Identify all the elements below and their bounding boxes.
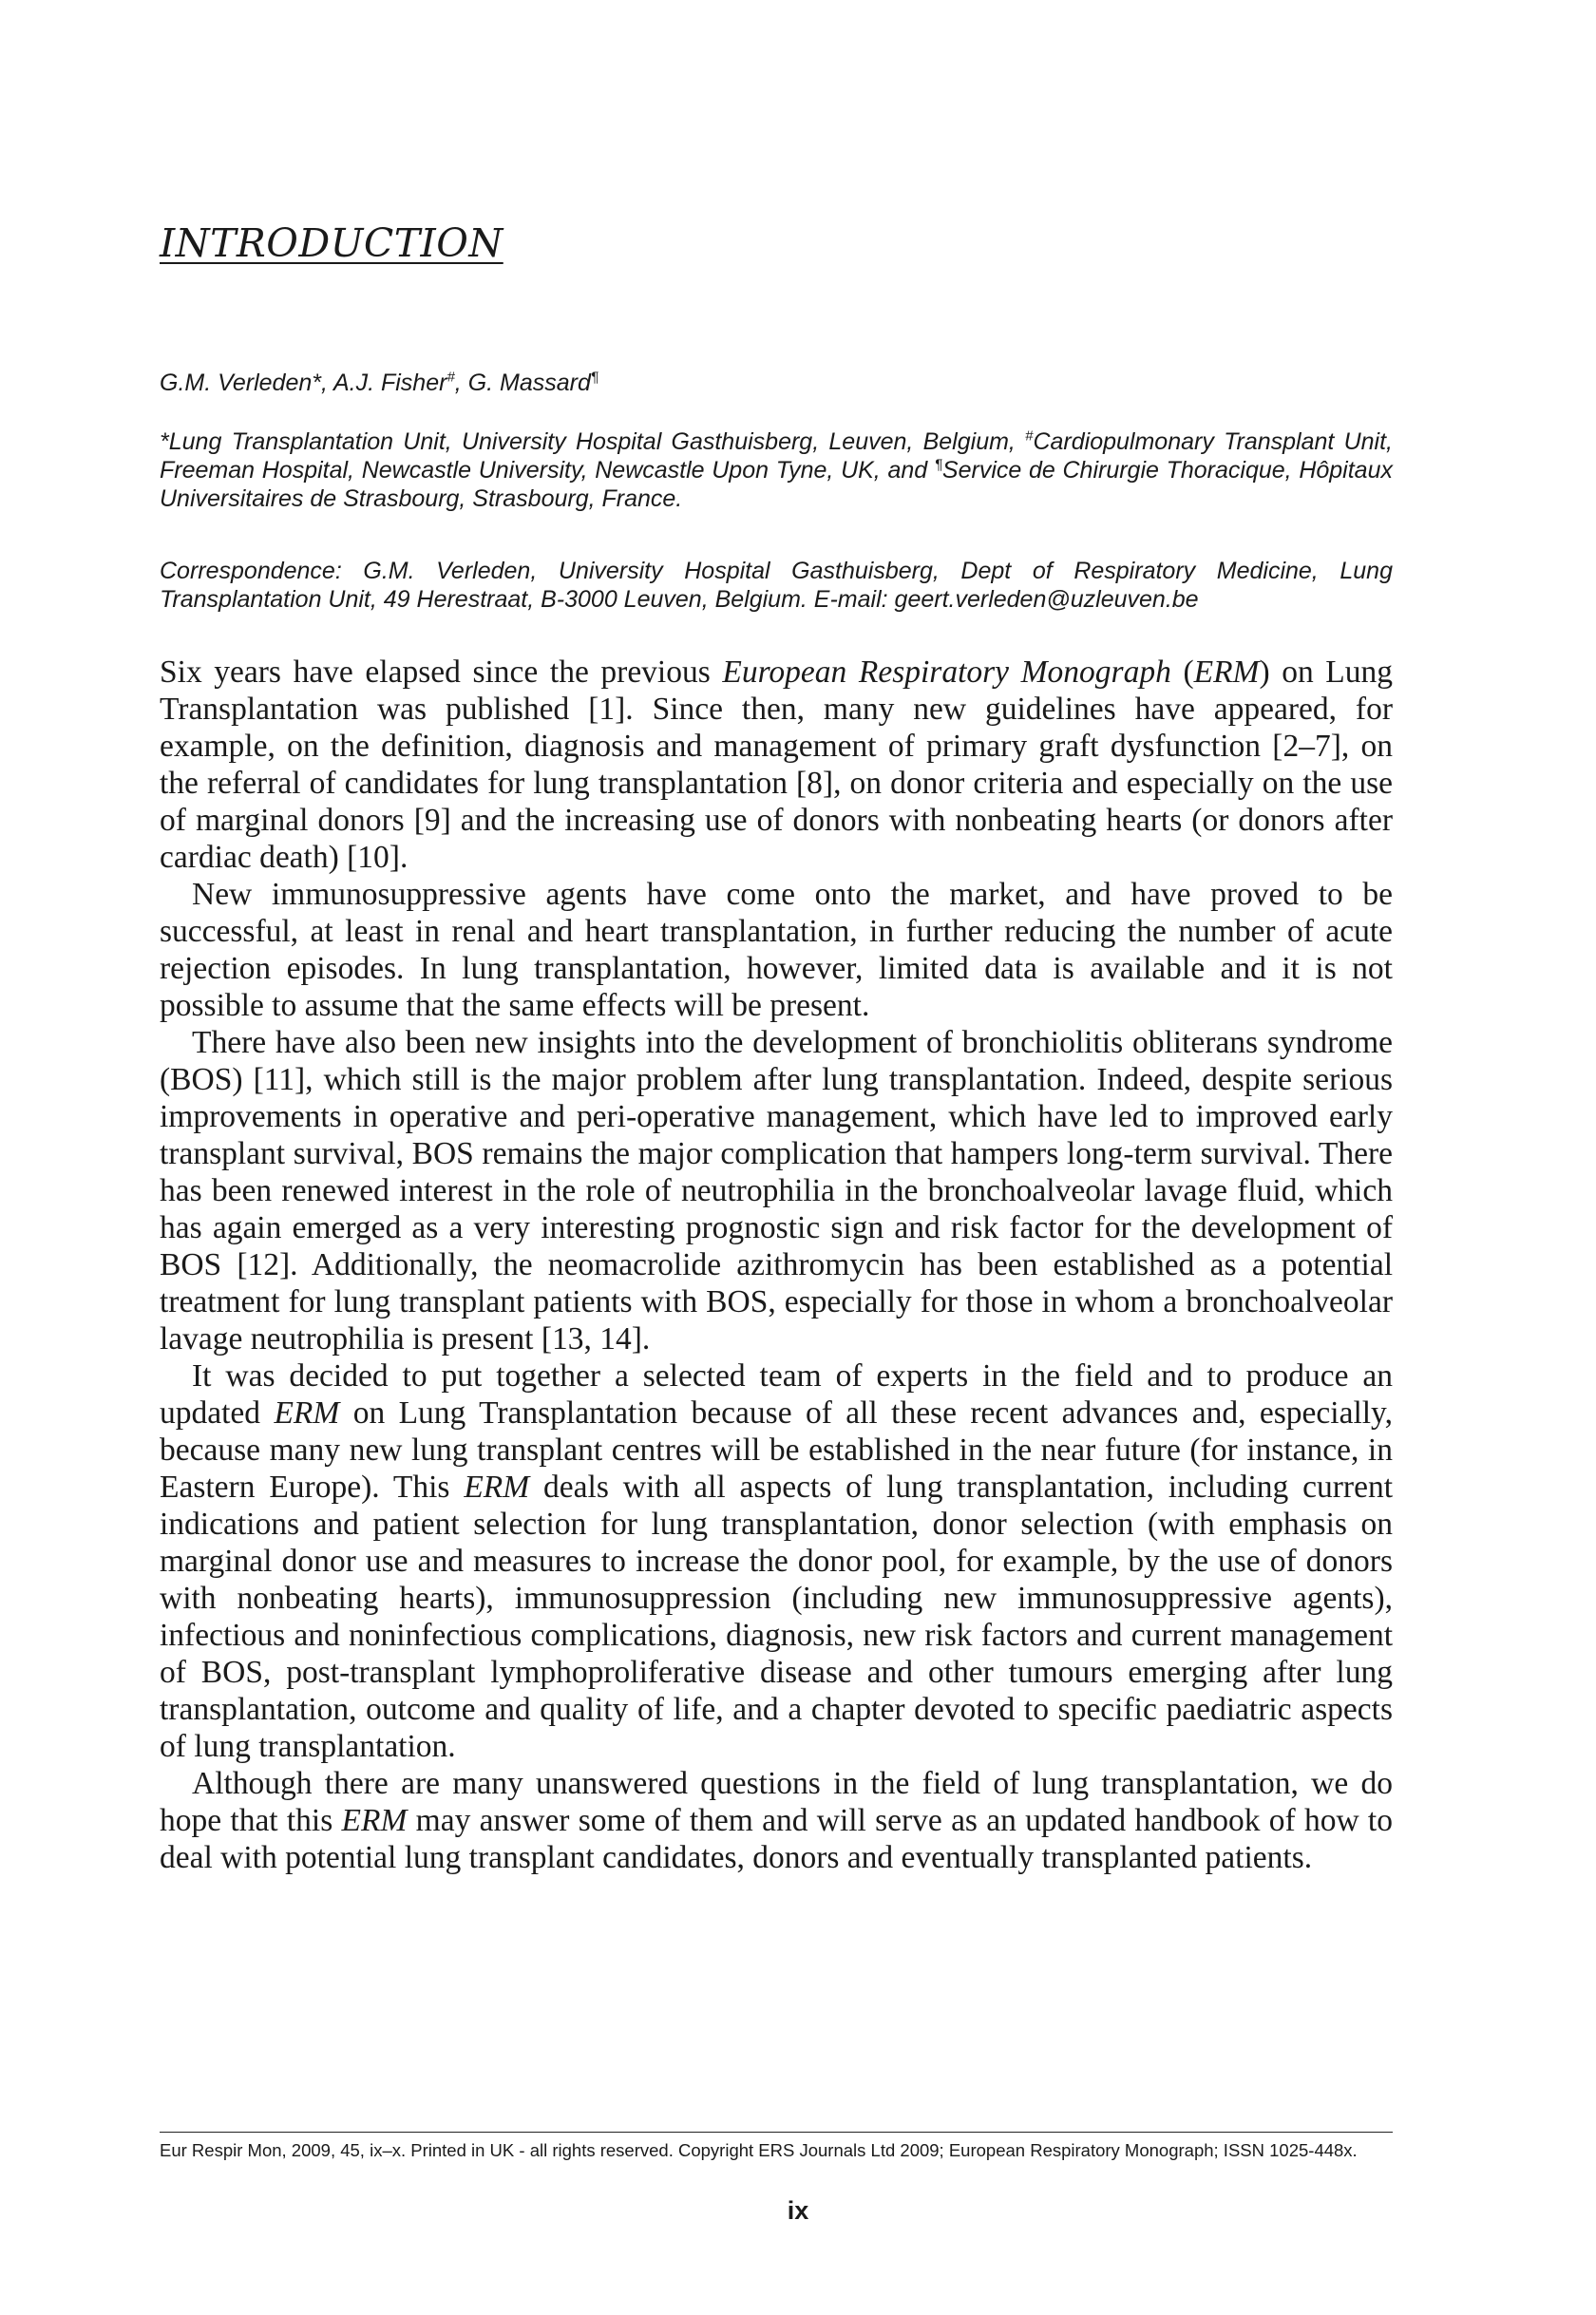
author-list: G.M. Verleden*, A.J. Fisher#, G. Massard¶ — [160, 369, 598, 396]
paragraph: There have also been new insights into the development of bronchiolitis obliterans syndrome (BOS) [11], which still is the major problem after lung transplantation. Indeed, despite serious improvements in operative and peri-operative management, which have led to improved early transplant survival, BOS remains the major complication that hampers long-term survival. There has been renewed interest in the role of neutrophilia in the bronchoalveolar lavage fluid, which has again emerged as a very interesting prognostic sign and risk factor for the development of BOS [12]. Additionally, the neomacrolide azithromycin has been established as a potential treatment for lung transplant patients with BOS, especially for those in whom a bronchoalveolar lavage neutrophilia is present [13, 14]. — [160, 1025, 1393, 1357]
affiliations — [160, 427, 1393, 513]
text-run: It was decided to put together a selected team of experts in the field and to produce an updated — [160, 1358, 1393, 1431]
text-run: ) on Lung Transplantation was published [1]. Since then, many new guidelines have appeared, for example, on the definition, diagnosis and management of primary graft dysfunction [2–7], on the referral of candidates for lung transplantation [8], on donor criteria and especially on the use of marginal donors [9] and the increasing use of donors with nonbeating hearts (or donors after cardiac death) [10]. — [160, 655, 1394, 875]
affiliation-text: Service de Chirurgie Thoracique, Hôpitaux Universitaires de Strasbourg, Strasbourg, France. — [160, 457, 1393, 512]
italic-run: European Respiratory Monograph — [722, 655, 1171, 690]
italic-run: ERM — [464, 1470, 530, 1505]
italic-run: ERM — [274, 1395, 340, 1431]
affiliation-text: Cardiopulmonary Transplant Unit, Freeman Hospital, Newcastle University, Newcastle Upon Tyne, UK, and — [160, 428, 1393, 484]
text-run: Although there are many unanswered questions in the field of lung transplantation, we do hope that this — [160, 1766, 1393, 1838]
affiliation-mark: * — [160, 428, 169, 455]
paragraph — [160, 1765, 1393, 1876]
affiliation-mark: # — [1025, 427, 1034, 445]
author-name: G.M. Verleden — [160, 370, 313, 396]
affiliation-mark: ¶ — [934, 456, 942, 473]
footer-divider — [160, 2132, 1393, 2133]
text-run: Six years have elapsed since the previous — [160, 655, 723, 690]
text-run: on Lung Transplantation because of all these recent advances and, especially, because many new lung transplant centres will be established in the near future (for instance, in Eastern Europe). This — [160, 1395, 1394, 1505]
paragraph: New immunosuppressive agents have come onto the market, and have proved to be successful, at least in renal and heart transplantation, in further reducing the number of acute rejection episodes. In lung transplantation, however, limited data is available and it is not possible to assume that the same effects will be present. — [160, 877, 1393, 1023]
text-run: may answer some of them and will serve as an updated handbook of how to deal with potential lung transplant candidates, donors and eventually transplanted patients. — [160, 1803, 1393, 1875]
body-text — [160, 654, 1393, 1876]
author-name: A.J. Fisher — [332, 370, 447, 396]
author-name: G. Massard — [467, 370, 591, 396]
page-number: ix — [787, 2196, 809, 2225]
italic-run: ERM — [341, 1803, 408, 1838]
correspondence: Correspondence: G.M. Verleden, University Hospital Gasthuisberg, Dept of Respiratory Medicine, Lung Transplantation Unit, 49 Herestraat, B-3000 Leuven, Belgium. E-mail: geert.verleden@uzleuven.be — [160, 558, 1393, 613]
affiliation-mark: * — [312, 370, 321, 396]
text-run: deals with all aspects of lung transplantation, including current indications and patient selection for lung transplantation, donor selection (with emphasis on marginal donor use and measures to increase the donor pool, for example, by the use of donors with nonbeating hearts), immunosuppression (including new immunosuppressive agents), infectious and noninfectious complications, diagnosis, new risk factors and current management of BOS, post-transplant lymphoproliferative disease and other tumours emerging after lung transplantation, outcome and quality of life, and a chapter devoted to specific paediatric aspects of lung transplantation. — [160, 1470, 1393, 1764]
page-title: INTRODUCTION — [160, 220, 504, 266]
paragraph — [160, 1357, 1393, 1765]
text-run: ( — [1170, 655, 1194, 690]
affiliation-mark: # — [446, 369, 455, 386]
affiliation-text: Lung Transplantation Unit, University Hospital Gasthuisberg, Leuven, Belgium, — [168, 428, 1026, 455]
footer-citation: Eur Respir Mon, 2009, 45, ix–x. Printed in UK - all rights reserved. Copyright ERS Journals Ltd 2009; European Respiratory Monograph; ISSN 1025-448x. — [160, 2140, 1358, 2160]
italic-run: ERM — [1193, 655, 1260, 690]
affiliation-mark: ¶ — [590, 369, 598, 386]
paragraph — [160, 654, 1393, 876]
